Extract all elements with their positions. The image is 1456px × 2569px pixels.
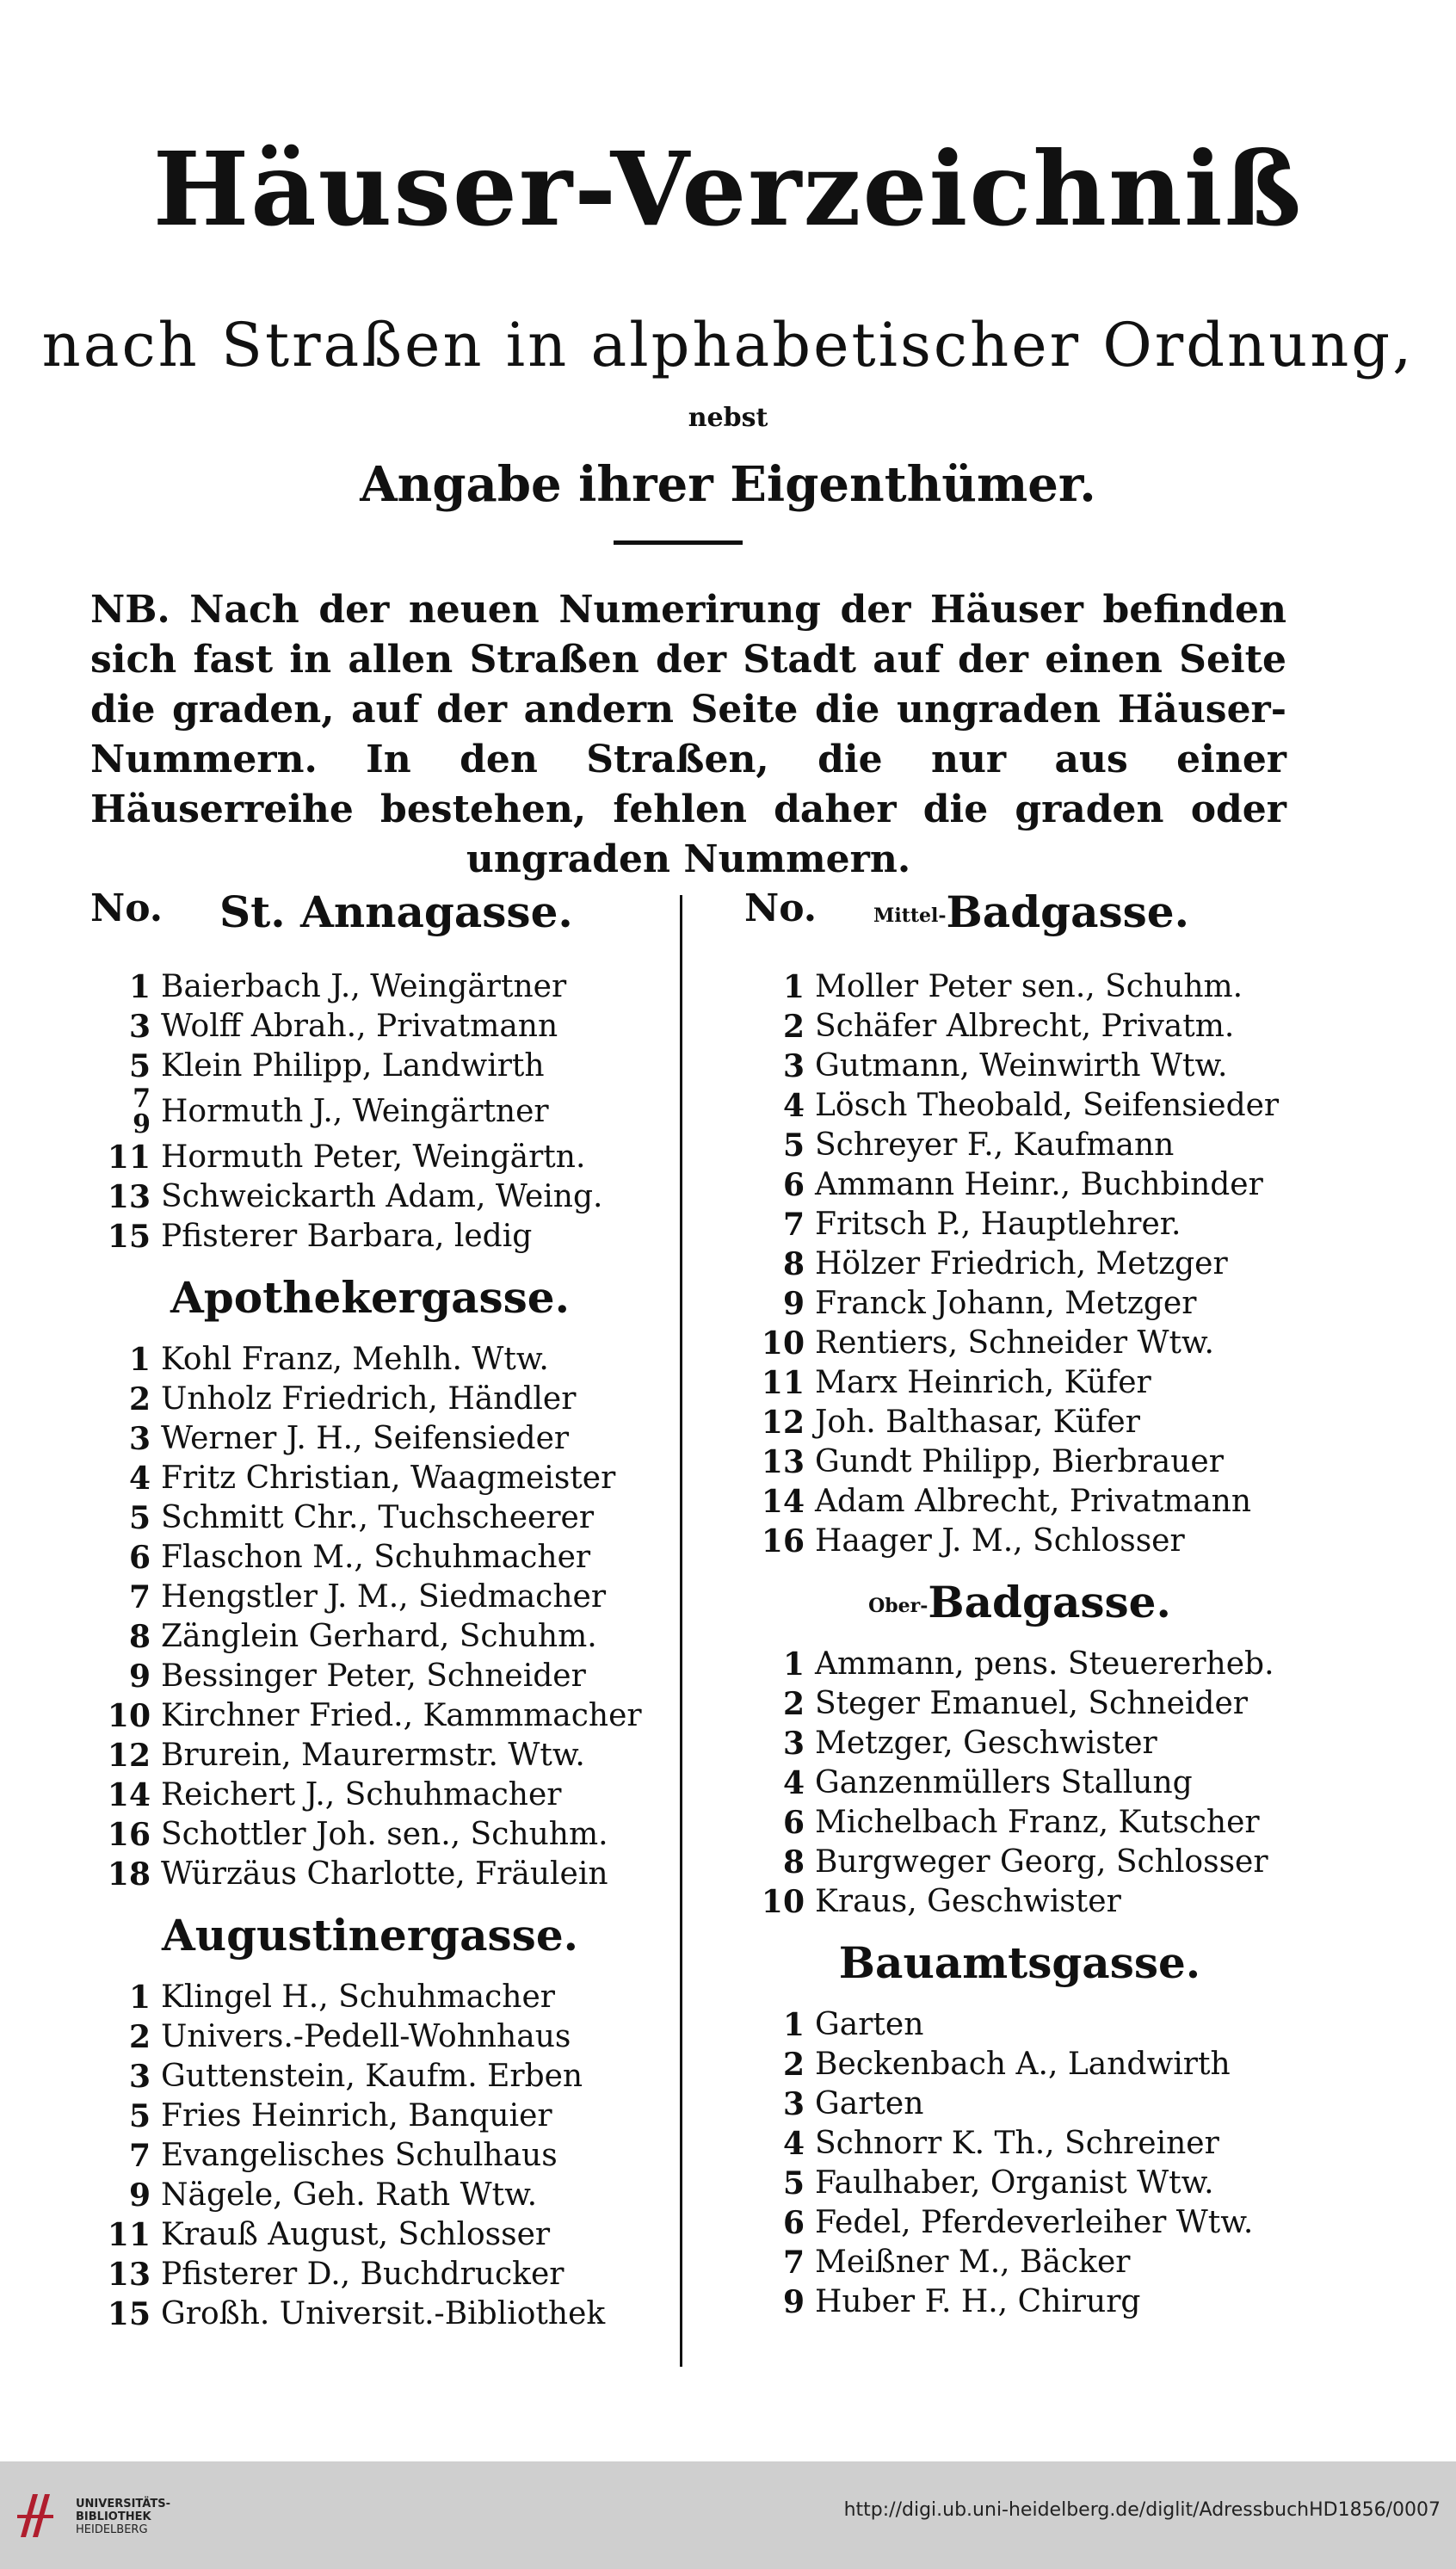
house-number: 3 bbox=[782, 2086, 805, 2122]
house-number: 5 bbox=[128, 1500, 151, 1536]
house-entry bbox=[744, 2282, 1295, 2322]
house-entry bbox=[90, 1775, 650, 1815]
house-entry bbox=[90, 1696, 650, 1736]
owner-name: Pfisterer Barbara, ledig bbox=[161, 1219, 533, 1254]
house-number: 2 bbox=[782, 1009, 805, 1045]
street-title bbox=[90, 1910, 650, 1961]
house-entry bbox=[744, 1324, 1295, 1363]
street-title bbox=[873, 886, 1189, 937]
house-number: 6 bbox=[782, 1167, 805, 1203]
house-number: 15 bbox=[107, 1219, 151, 1255]
house-entry bbox=[90, 2294, 650, 2334]
owner-name: Evangelisches Schulhaus bbox=[161, 2138, 558, 2173]
house-entry bbox=[90, 1736, 650, 1775]
house-number: 5 bbox=[128, 2098, 151, 2134]
house-number: 6 bbox=[782, 2205, 805, 2241]
owner-name: Meißner M., Bäcker bbox=[815, 2245, 1131, 2280]
house-number: 12 bbox=[107, 1738, 151, 1774]
owner-name: Lösch Theobald, Seifensieder bbox=[815, 1088, 1280, 1123]
house-number: 3 bbox=[782, 1726, 805, 1762]
house-number: 1 bbox=[128, 1979, 151, 2016]
house-entry bbox=[744, 1363, 1295, 1403]
house-entry bbox=[744, 1403, 1295, 1442]
house-entry bbox=[90, 2057, 650, 2097]
owner-name: Fries Heinrich, Banquier bbox=[161, 2098, 552, 2134]
owner-name: Fritz Christian, Waagmeister bbox=[161, 1461, 616, 1496]
owner-name: Garten bbox=[815, 2007, 924, 2042]
house-number: 7 bbox=[782, 2245, 805, 2281]
owner-name: Kraus, Geschwister bbox=[815, 1884, 1121, 1919]
house-number: 4 bbox=[782, 1765, 805, 1801]
house-number: 9 bbox=[782, 2284, 805, 2320]
house-entry bbox=[744, 2124, 1295, 2164]
house-entry bbox=[744, 2005, 1295, 2045]
owner-name: Beckenbach A., Landwirth bbox=[815, 2047, 1231, 2082]
house-entry bbox=[744, 1843, 1295, 1882]
house-number: 4 bbox=[782, 2126, 805, 2162]
house-number: 7 bbox=[782, 1207, 805, 1243]
owner-name: Michelbach Franz, Kutscher bbox=[815, 1805, 1260, 1840]
owner-name: Univers.-Pedell-Wohnhaus bbox=[161, 2019, 571, 2054]
house-number: 2 bbox=[782, 2047, 805, 2083]
logo-line-2: BIBLIOTHEK bbox=[76, 2510, 151, 2523]
street-prefix: Ober- bbox=[868, 1595, 929, 1617]
owner-name: Nägele, Geh. Rath Wtw. bbox=[161, 2177, 538, 2213]
house-number: 11 bbox=[761, 1365, 805, 1401]
house-number: 15 bbox=[107, 2296, 151, 2332]
owner-name: Würzäus Charlotte, Fräulein bbox=[161, 1856, 608, 1892]
owner-name: Fedel, Pferdeverleiher Wtw. bbox=[815, 2205, 1254, 2240]
house-number: 13 bbox=[761, 1444, 805, 1480]
house-entry bbox=[744, 1126, 1295, 1165]
owner-name: Rentiers, Schneider Wtw. bbox=[815, 1325, 1214, 1361]
house-number: 6 bbox=[128, 1540, 151, 1576]
house-number: 4 bbox=[782, 1088, 805, 1124]
house-number: 8 bbox=[782, 1844, 805, 1880]
owner-name: Schnorr K. Th., Schreiner bbox=[815, 2126, 1219, 2161]
street-name: St. Annagasse. bbox=[219, 886, 573, 937]
street-title bbox=[744, 1937, 1295, 1988]
page-title: Häuser-Verzeichniß bbox=[152, 129, 1304, 249]
house-number: 18 bbox=[107, 1856, 151, 1893]
house-number: 7 9 bbox=[133, 1084, 151, 1139]
house-number: 12 bbox=[761, 1405, 805, 1441]
owner-name: Steger Emanuel, Schneider bbox=[815, 1686, 1248, 1721]
house-entry bbox=[744, 1882, 1295, 1922]
house-number: 13 bbox=[107, 1179, 151, 1215]
house-number: 8 bbox=[782, 1246, 805, 1282]
owner-name: Metzger, Geschwister bbox=[815, 1726, 1157, 1761]
house-entry bbox=[744, 1007, 1295, 1047]
owner-name: Hormuth Peter, Weingärtn. bbox=[161, 1139, 586, 1175]
house-number: 10 bbox=[761, 1325, 805, 1362]
house-number: 1 bbox=[782, 969, 805, 1005]
house-entry bbox=[744, 1763, 1295, 1803]
house-entry bbox=[90, 1138, 650, 1177]
house-entry bbox=[90, 1538, 650, 1578]
house-number: 14 bbox=[107, 1777, 151, 1813]
house-entry bbox=[744, 2045, 1295, 2084]
house-entry bbox=[744, 1086, 1295, 1126]
house-entry bbox=[744, 1205, 1295, 1244]
owner-name: Haager J. M., Schlosser bbox=[815, 1523, 1185, 1559]
source-url-link[interactable]: http://digi.ub.uni-heidelberg.de/diglit/AdressbuchHD1856/0007 bbox=[843, 2499, 1441, 2521]
house-entry bbox=[90, 1578, 650, 1617]
house-entry bbox=[90, 1340, 650, 1380]
house-entry bbox=[744, 967, 1295, 1007]
logo-line-1: UNIVERSITÄTS- bbox=[76, 2498, 170, 2510]
house-number: 4 bbox=[128, 1461, 151, 1497]
nebst-line: nebst bbox=[688, 403, 768, 433]
owner-name: Marx Heinrich, Küfer bbox=[815, 1365, 1151, 1400]
house-number: 5 bbox=[782, 1127, 805, 1164]
owner-name: Klingel H., Schuhmacher bbox=[161, 1979, 555, 2015]
house-number: 16 bbox=[107, 1817, 151, 1853]
house-number: 9 bbox=[128, 1658, 151, 1695]
house-entry bbox=[744, 1803, 1295, 1843]
house-entry bbox=[90, 1617, 650, 1657]
house-number: 1 bbox=[782, 1646, 805, 1683]
house-entry bbox=[744, 2164, 1295, 2203]
house-entry bbox=[744, 1724, 1295, 1763]
footer-bar bbox=[0, 2461, 1456, 2569]
house-entry bbox=[90, 2255, 650, 2294]
house-number: 3 bbox=[782, 1048, 805, 1084]
house-number: 10 bbox=[107, 1698, 151, 1734]
house-entry bbox=[90, 2017, 650, 2057]
column-divider bbox=[680, 895, 682, 2367]
owner-name: Kirchner Fried., Kammmacher bbox=[161, 1698, 642, 1733]
owner-name: Gutmann, Weinwirth Wtw. bbox=[815, 1048, 1228, 1084]
number-column-label: No. bbox=[744, 886, 817, 930]
owner-name: Guttenstein, Kaufm. Erben bbox=[161, 2059, 583, 2094]
owner-name: Ganzenmüllers Stallung bbox=[815, 1765, 1193, 1800]
house-number: 14 bbox=[761, 1484, 805, 1520]
house-entry bbox=[90, 2097, 650, 2136]
street-name: Bauamtsgasse. bbox=[838, 1937, 1201, 1988]
house-entry bbox=[90, 1657, 650, 1696]
owner-name: Burgweger Georg, Schlosser bbox=[815, 1844, 1268, 1880]
house-number: 3 bbox=[128, 2059, 151, 2095]
owner-name: Garten bbox=[815, 2086, 924, 2121]
street-name: Augustinergasse. bbox=[161, 1910, 579, 1961]
owner-name: Huber F. H., Chirurg bbox=[815, 2284, 1141, 2319]
university-library-logo-icon bbox=[15, 2489, 55, 2542]
owner-name: Adam Albrecht, Privatmann bbox=[815, 1484, 1252, 1519]
owner-name: Zänglein Gerhard, Schuhm. bbox=[161, 1619, 597, 1654]
house-entry bbox=[90, 967, 650, 1007]
owner-name: Hölzer Friedrich, Metzger bbox=[815, 1246, 1228, 1281]
house-entry bbox=[744, 2203, 1295, 2243]
owner-name: Pfisterer D., Buchdrucker bbox=[161, 2257, 565, 2292]
house-number: 6 bbox=[782, 1805, 805, 1841]
owner-name: Hengstler J. M., Siedmacher bbox=[161, 1579, 607, 1615]
house-entry bbox=[90, 1855, 650, 1894]
house-number: 1 bbox=[782, 2007, 805, 2043]
house-entry bbox=[90, 1217, 650, 1257]
street-title bbox=[219, 886, 573, 937]
house-number: 1 bbox=[128, 969, 151, 1005]
column-header bbox=[744, 886, 1295, 935]
owner-name: Schäfer Albrecht, Privatm. bbox=[815, 1009, 1235, 1044]
owner-name: Großh. Universit.-Bibliothek bbox=[161, 2296, 606, 2331]
house-number: 7 bbox=[128, 1579, 151, 1615]
street-name: Badgasse. bbox=[928, 1577, 1171, 1627]
page-subtitle: nach Straßen in alphabetischer Ordnung, bbox=[41, 310, 1415, 380]
house-number: 9 bbox=[128, 2177, 151, 2214]
owner-name: Werner J. H., Seifensieder bbox=[161, 1421, 570, 1456]
house-entry bbox=[90, 1380, 650, 1419]
street-title bbox=[744, 1577, 1295, 1627]
owner-name: Kohl Franz, Mehlh. Wtw. bbox=[161, 1342, 549, 1377]
house-entry bbox=[744, 1482, 1295, 1522]
house-number: 8 bbox=[128, 1619, 151, 1655]
owner-name: Ammann, pens. Steuererheb. bbox=[815, 1646, 1274, 1682]
street-name: Apothekergasse. bbox=[170, 1272, 571, 1323]
house-entry bbox=[90, 2215, 650, 2255]
owner-name: Schweickarth Adam, Weing. bbox=[161, 1179, 603, 1214]
owner-name: Moller Peter sen., Schuhm. bbox=[815, 969, 1243, 1004]
owner-name: Schreyer F., Kaufmann bbox=[815, 1127, 1175, 1163]
house-entry bbox=[90, 1815, 650, 1855]
house-number: 11 bbox=[107, 1139, 151, 1176]
left-column bbox=[90, 886, 650, 2334]
house-entry bbox=[90, 1047, 650, 1086]
house-entry bbox=[744, 1684, 1295, 1724]
house-number: 2 bbox=[782, 1686, 805, 1722]
house-number: 1 bbox=[128, 1342, 151, 1378]
house-entry bbox=[744, 1244, 1295, 1284]
owner-name: Fritsch P., Hauptlehrer. bbox=[815, 1207, 1181, 1242]
owner-name: Schmitt Chr., Tuchscheerer bbox=[161, 1500, 595, 1535]
house-number: 9 bbox=[782, 1286, 805, 1322]
owner-name: Baierbach J., Weingärtner bbox=[161, 969, 567, 1004]
owner-name: Klein Philipp, Landwirth bbox=[161, 1048, 545, 1084]
library-logo-text bbox=[76, 2498, 170, 2536]
house-number: 10 bbox=[761, 1884, 805, 1920]
house-entry bbox=[744, 1165, 1295, 1205]
owner-name: Flaschon M., Schuhmacher bbox=[161, 1540, 591, 1575]
owner-name: Franck Johann, Metzger bbox=[815, 1286, 1197, 1321]
house-entry bbox=[90, 1419, 650, 1459]
house-entry bbox=[744, 2243, 1295, 2282]
nb-note: NB. Nach der neuen Numerirung der Häuser befinden sich fast in allen Straßen der Stadt auf der einen Seite die graden, auf der andern Seite die ungraden Häuser-Nummern. In den Straßen, die nur aus einer Häuserreihe bestehen, fehlen daher die graden oder ungraden Nummern. bbox=[90, 588, 1286, 881]
house-number: 11 bbox=[107, 2217, 151, 2253]
owner-name: Wolff Abrah., Privatmann bbox=[161, 1009, 558, 1044]
house-number: 3 bbox=[128, 1421, 151, 1457]
house-entry bbox=[744, 1522, 1295, 1561]
house-number: 13 bbox=[107, 2257, 151, 2293]
owner-name: Schottler Joh. sen., Schuhm. bbox=[161, 1817, 608, 1852]
owner-name: Krauß August, Schlosser bbox=[161, 2217, 551, 2252]
house-number: 2 bbox=[128, 1381, 151, 1417]
owner-name: Reichert J., Schuhmacher bbox=[161, 1777, 562, 1813]
house-entry bbox=[90, 1498, 650, 1538]
column-header bbox=[90, 886, 650, 935]
owner-name: Joh. Balthasar, Küfer bbox=[815, 1405, 1140, 1440]
street-name: Badgasse. bbox=[946, 886, 1190, 937]
house-number: 5 bbox=[128, 1048, 151, 1084]
title-divider bbox=[614, 540, 743, 545]
number-column-label: No. bbox=[90, 886, 163, 930]
house-entry bbox=[90, 1978, 650, 2017]
house-entry bbox=[90, 1177, 650, 1217]
house-entry bbox=[90, 2136, 650, 2176]
house-entry bbox=[744, 1284, 1295, 1324]
street-prefix: Mittel- bbox=[873, 905, 947, 927]
house-entry bbox=[90, 2176, 650, 2215]
owner-name: Faulhaber, Organist Wtw. bbox=[815, 2165, 1214, 2201]
house-number: 16 bbox=[761, 1523, 805, 1559]
house-entry bbox=[90, 1007, 650, 1047]
owner-name: Unholz Friedrich, Händler bbox=[161, 1381, 577, 1417]
house-entry bbox=[90, 1459, 650, 1498]
right-column bbox=[744, 886, 1295, 2322]
house-number: 7 bbox=[128, 2138, 151, 2174]
street-title bbox=[90, 1272, 650, 1323]
house-entry bbox=[744, 2084, 1295, 2124]
house-entry bbox=[744, 1645, 1295, 1684]
owner-name: Bessinger Peter, Schneider bbox=[161, 1658, 586, 1694]
house-entry bbox=[744, 1047, 1295, 1086]
logo-line-3: HEIDELBERG bbox=[76, 2523, 148, 2536]
owner-name: Ammann Heinr., Buchbinder bbox=[815, 1167, 1263, 1202]
owner-name: Hormuth J., Weingärtner bbox=[161, 1094, 549, 1129]
house-entry bbox=[744, 1442, 1295, 1482]
house-number: 2 bbox=[128, 2019, 151, 2055]
house-number: 5 bbox=[782, 2165, 805, 2202]
angabe-line: Angabe ihrer Eigenthümer. bbox=[360, 456, 1096, 513]
house-entry bbox=[90, 1086, 650, 1138]
owner-name: Gundt Philipp, Bierbrauer bbox=[815, 1444, 1224, 1479]
owner-name: Brurein, Maurermstr. Wtw. bbox=[161, 1738, 585, 1773]
house-number: 3 bbox=[128, 1009, 151, 1045]
